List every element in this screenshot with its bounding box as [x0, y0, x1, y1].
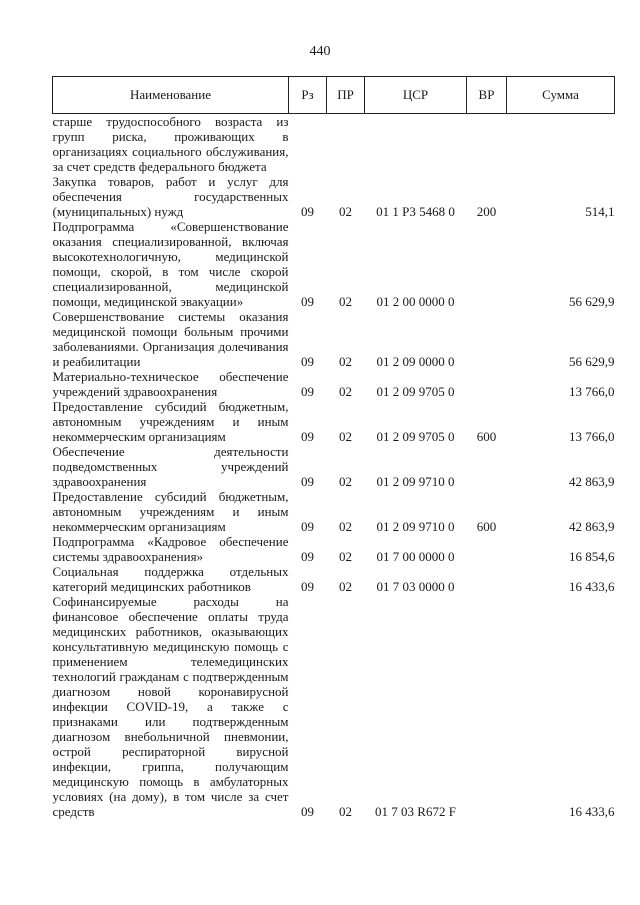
row-rz: 09: [301, 204, 314, 219]
row-csr: 01 2 00 0000 0: [376, 294, 455, 309]
row-pr: 02: [339, 579, 352, 594]
row-sum: 42 863,9: [569, 519, 615, 534]
row-pr: 02: [339, 519, 352, 534]
row-pr: 02: [339, 294, 352, 309]
row-name: Подпрограмма «Совершенствование оказания специализированной, включая высокотехнологичную, медицинской помощи, скорой, в том числе скорой специализированной, медицинской помощи, медицинской эвакуации»: [52, 219, 289, 309]
row-sum: 16 433,6: [569, 804, 615, 819]
row-pr: 02: [339, 804, 352, 819]
row-csr: 01 2 09 9705 0: [376, 384, 455, 399]
row-name: старше трудоспособного возраста из групп риска, проживающих в организациях социального обслуживания, за счет средств федерального бюджета: [52, 114, 289, 174]
table-row: [53, 174, 615, 219]
page-number: 440: [309, 44, 331, 59]
column-header-csr: ЦСР: [365, 77, 467, 114]
row-rz: 09: [301, 384, 314, 399]
row-sum: [507, 114, 615, 175]
row-vr: [467, 369, 507, 399]
table-row: [53, 114, 615, 175]
table-row: [53, 594, 615, 819]
row-rz: 09: [301, 429, 314, 444]
row-pr: 02: [339, 384, 352, 399]
row-name: Софинансируемые расходы на финансовое обеспечение оплаты труда медицинских работников, оказывающих консультативную медицинскую помощь с применением телемедицинских технологий гражданам с подтвержденным диагнозом новой коронавирусной инфекции COVID-19, а также с признаками или подтвержденным диагнозом внебольничной пневмонии, острой респираторной вирусной инфекции, гриппа, получающим медицинскую помощь в амбулаторных условиях (на дому), в том числе за счет средств: [52, 594, 289, 819]
row-rz: 09: [301, 294, 314, 309]
row-vr: [467, 219, 507, 309]
row-sum: 56 629,9: [569, 294, 615, 309]
row-rz: 09: [301, 549, 314, 564]
row-csr: [365, 114, 467, 175]
column-header-vr: ВР: [467, 77, 507, 114]
row-sum: 13 766,0: [569, 429, 615, 444]
row-vr: [467, 444, 507, 489]
row-csr: 01 1 P3 5468 0: [376, 204, 455, 219]
row-rz: 09: [301, 804, 314, 819]
row-csr: 01 2 09 9710 0: [376, 519, 455, 534]
row-pr: 02: [339, 204, 352, 219]
column-header-name: Наименование: [53, 77, 289, 114]
column-header-pr: ПР: [327, 77, 365, 114]
budget-table: [52, 76, 615, 819]
row-vr: [467, 534, 507, 564]
row-vr: [467, 594, 507, 819]
row-csr: 01 2 09 0000 0: [376, 354, 455, 369]
row-name: Обеспечение деятельности подведомственных учреждений здравоохранения: [52, 444, 289, 489]
row-pr: 02: [339, 549, 352, 564]
row-name: Предоставление субсидий бюджетным, автономным учреждениям и иным некоммерческим организациям: [52, 489, 289, 534]
row-csr: 01 7 03 R672 F: [375, 804, 456, 819]
row-vr: [467, 114, 507, 175]
row-sum: 42 863,9: [569, 474, 615, 489]
row-rz: [289, 114, 327, 175]
row-rz: 09: [301, 474, 314, 489]
table-row: [53, 534, 615, 564]
table-row: [53, 489, 615, 534]
row-sum: 514,1: [585, 204, 615, 219]
row-name: Совершенствование системы оказания медицинской помощи больным прочими заболеваниями. Организация долечивания и реабилитации: [52, 309, 289, 369]
row-sum: 16 433,6: [569, 579, 615, 594]
row-name: Материально-техническое обеспечение учреждений здравоохранения: [52, 369, 289, 399]
row-pr: [327, 114, 365, 175]
row-pr: 02: [339, 429, 352, 444]
table-row: [53, 564, 615, 594]
table-row: [53, 219, 615, 309]
column-header-rz: Рз: [289, 77, 327, 114]
row-name: Предоставление субсидий бюджетным, автономным учреждениям и иным некоммерческим организациям: [52, 399, 289, 444]
row-sum: 56 629,9: [569, 354, 615, 369]
row-csr: 01 7 00 0000 0: [376, 549, 455, 564]
row-csr: 01 7 03 0000 0: [376, 579, 455, 594]
row-name: Закупка товаров, работ и услуг для обеспечения государственных (муниципальных) нужд: [52, 174, 289, 219]
row-vr: [467, 564, 507, 594]
table-row: [53, 309, 615, 369]
table-row: [53, 444, 615, 489]
table-header-row: [53, 77, 615, 114]
row-vr: [467, 309, 507, 369]
row-sum: 13 766,0: [569, 384, 615, 399]
column-header-sum: Сумма: [507, 77, 615, 114]
row-vr: 200: [476, 204, 497, 219]
row-name: Подпрограмма «Кадровое обеспечение системы здравоохранения»: [52, 534, 289, 564]
row-pr: 02: [339, 474, 352, 489]
row-csr: 01 2 09 9705 0: [376, 429, 455, 444]
row-rz: 09: [301, 579, 314, 594]
row-pr: 02: [339, 354, 352, 369]
row-csr: 01 2 09 9710 0: [376, 474, 455, 489]
table-row: [53, 399, 615, 444]
row-vr: 600: [476, 429, 497, 444]
row-rz: 09: [301, 519, 314, 534]
table-row: [53, 369, 615, 399]
row-name: Социальная поддержка отдельных категорий медицинских работников: [52, 564, 289, 594]
row-vr: 600: [476, 519, 497, 534]
row-rz: 09: [301, 354, 314, 369]
row-sum: 16 854,6: [569, 549, 615, 564]
